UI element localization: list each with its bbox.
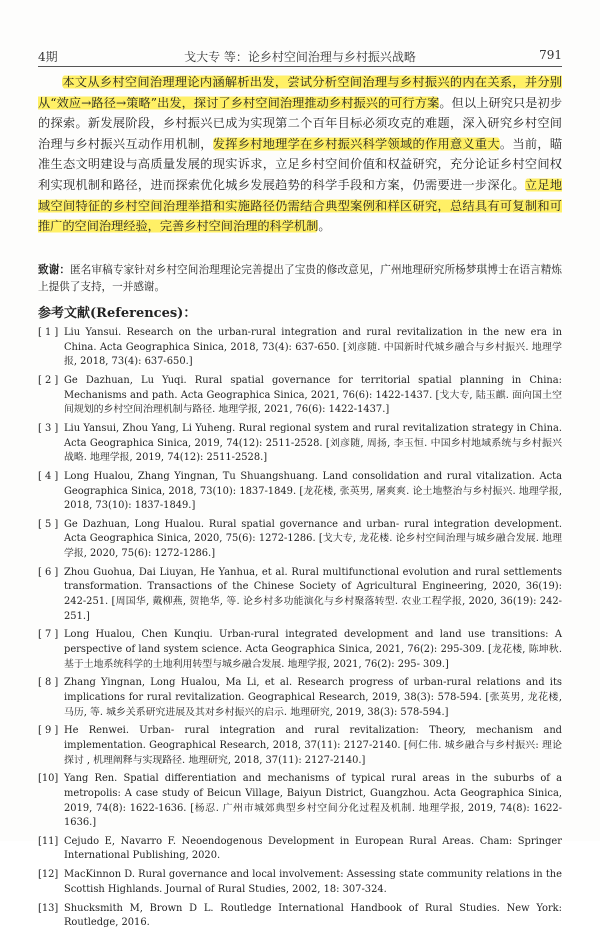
reference-number: [12] xyxy=(38,869,59,881)
reference-item xyxy=(38,374,562,418)
reference-number: [ 8 ] xyxy=(38,677,59,689)
reference-item xyxy=(38,868,562,897)
reference-number: [ 6 ] xyxy=(38,566,59,578)
acknowledgement xyxy=(38,262,562,296)
reference-number: [13] xyxy=(38,902,59,914)
reference-item xyxy=(38,724,562,768)
reference-list xyxy=(38,326,562,935)
reference-text: Zhou Guohua, Dai Liuyan, He Yanhua, et al. Rural multifunctional evolution and rural settlements transformation. Transactions of the Chinese Society of Agricultural Engineering, 2020, 36(19): 242-251. [周国华, 戴柳燕, 贺艳华, 等. 论乡村多功能演化与乡村聚落转型. 农业工程学报, 2020, 36(19): 242-251.] xyxy=(64,566,562,622)
reference-item xyxy=(38,422,562,466)
reference-item xyxy=(38,902,562,931)
reference-number: [ 1 ] xyxy=(38,327,59,338)
reference-text: Liu Yansui. Research on the urban-rural integration and rural revitalization in the new era in China. Acta Geographica Sinica, 2018, 73(4): 637-650. [刘彦随. 中国新时代城乡融合与乡村振兴. 地理学报, 2018, 73(4): 637-650.] xyxy=(64,327,562,368)
reference-text: Ge Dazhuan, Long Hualou. Rural spatial governance and urban- rural integration development. Acta Geographica Sinica, 2020, 75(6): 1272-1286. [戈大专, 龙花楼. 论乡村空间治理与城乡融合发展. 地理学报, 2020, 75(6): 1272-1286.] xyxy=(64,518,562,560)
reference-number: [ 9 ] xyxy=(38,725,59,737)
reference-number: [10] xyxy=(38,773,59,785)
header-rule xyxy=(38,66,562,67)
reference-text: Shucksmith M, Brown D L. Routledge International Handbook of Rural Studies. New York: Routledge, 2016. xyxy=(64,902,562,929)
reference-item xyxy=(38,566,562,624)
reference-text: Cejudo E, Navarro F. Neoendogenous Development in European Rural Areas. Cham: Springer International Publishing, 2020. xyxy=(64,835,562,862)
reference-item xyxy=(38,835,562,864)
reference-text: Yang Ren. Spatial differentiation and mechanisms of typical rural areas in the suburbs of a metropolis: A case study of Beicun Village, Baiyun District, Guangzhou. Acta Geographica Sinica, 2019, 74(8): 1622-1636. [杨忍. 广州市城郊典型乡村空间分化过程及机制. 地理学报, 2019, 74(8): 1622-1636.] xyxy=(64,773,562,829)
paragraph xyxy=(38,72,562,237)
reference-number: [11] xyxy=(38,835,59,847)
reference-item xyxy=(38,518,562,562)
reference-text: Liu Yansui, Zhou Yang, Li Yuheng. Rural regional system and rural revitalization strategy in China. Acta Geographica Sinica, 2019, 74(12): 2511-2528. [刘彦随, 周扬, 李玉恒. 中国乡村地域系统与乡村振兴战略. 地理学报, 2019, 74(12): 2511-2528.] xyxy=(64,422,562,464)
reference-number: [ 4 ] xyxy=(38,470,59,482)
reference-number: [ 3 ] xyxy=(38,422,59,434)
issue-number: 4期 xyxy=(38,50,58,64)
reference-text: Long Hualou, Chen Kunqiu. Urban-rural integrated development and land use transitions: A perspective of land system science. Acta Geographica Sinica, 2021, 76(2): 295-309. [龙花楼, 陈坤秋. 基于土地系统科学的土地利用转型与城乡融合发展. 地理学报, 2021, 76(2): 295- 309.] xyxy=(64,629,562,670)
acknowledgement-label: 致谢： xyxy=(38,264,71,276)
reference-item xyxy=(38,628,562,672)
page-header xyxy=(38,44,562,66)
body-text: 。当前，瞄准生态文明建设与高质量发展的现实诉求，立足乡村空间价值和权益研究，充分论证乡村空间权利实现机制和路径，进而探索优化城乡发展趋势的科学手段和方案，仍需要进一步深化。 xyxy=(38,136,563,192)
reference-text: Zhang Yingnan, Long Hualou, Ma Li, et al. Research progress of urban-rural relations and its implications for rural revitalization. Geographical Research, 2019, 38(3): 578-594. [张英男, 龙花楼, 马历, 等. 城乡关系研究进展及其对乡村振兴的启示. 地理研究, 2019, 38(3): 578-594.] xyxy=(64,677,562,718)
highlighted-text: 立足地域空间特征的乡村空间治理举措和实施路径仍需结合典型案例和样区研究，总结具有可复制和可推广的空间治理经验，完善乡村空间治理的科学机制 xyxy=(38,177,563,234)
page-number: 791 xyxy=(539,48,562,62)
conclusion-paragraph xyxy=(38,72,562,237)
body-text: 。 xyxy=(318,219,331,234)
reference-item xyxy=(38,326,562,370)
reference-text: He Renwei. Urban- rural integration and rural revitalization: Theory, mechanism and implementation. Geographical Research, 2018, 37(11): 2127-2140. [何仁伟. 城乡融合与乡村振兴: 理论探讨 , 机理阐释与实现路径. 地理研究, 2018, 37(11): 2127-2140.] xyxy=(64,725,562,766)
references-title: 参考文献(References)： xyxy=(38,306,197,321)
reference-item xyxy=(38,772,562,830)
acknowledgement-text: 匿名审稿专家针对乡村空间治理理论完善提出了宝贵的修改意见，广州地理研究所杨梦琪博士在语言精炼上提供了支持，一并感谢。 xyxy=(38,264,563,293)
reference-item xyxy=(38,470,562,514)
reference-number: [ 7 ] xyxy=(38,629,59,641)
reference-text: Long Hualou, Zhang Yingnan, Tu Shuangshuang. Land consolidation and rural vitalization. Acta Geographica Sinica, 2018, 73(10): 1837-1849. [龙花楼, 张英男, 屠爽爽. 论土地整治与乡村振兴. 地理学报, 2018, 73(10): 1837-1849.] xyxy=(64,470,562,512)
body-text: 。但以上研究只是初步的探索。新发展阶段，乡村振兴已成为实现第二个百年目标必须攻克的难题，深入研究乡村空间治理与乡村振兴互动作用机制， xyxy=(38,95,563,151)
highlighted-text: 本文从乡村空间治理理论内涵解析出发，尝试分析空间治理与乡村振兴的内在关系，并分别从“效应→路径→策略”出发，探讨了乡村空间治理推动乡村振兴的可行方案 xyxy=(38,75,562,110)
reference-number: [ 5 ] xyxy=(38,518,59,530)
highlighted-text: 发挥乡村地理学在乡村振兴科学领域的作用意义重大 xyxy=(212,136,500,151)
reference-text: Ge Dazhuan, Lu Yuqi. Rural spatial governance for territorial spatial planning in China: Mechanisms and path. Acta Geographica Sinica, 2021, 76(6): 1422-1437. [戈大专, 陆玉麒. 面向国土空间规划的乡村空间治理机制与路径. 地理学报, 2021, 76(6): 1422-1437.] xyxy=(64,374,562,416)
reference-text: MacKinnon D. Rural governance and local involvement: Assessing state community relations in the Scottish Highlands. Journal of Rural Studies, 2002, 18: 307-324. xyxy=(64,869,562,895)
reference-number: [ 2 ] xyxy=(38,374,59,386)
reference-item xyxy=(38,676,562,720)
running-title: 戈大专 等：论乡村空间治理与乡村振兴战略 xyxy=(184,50,416,64)
